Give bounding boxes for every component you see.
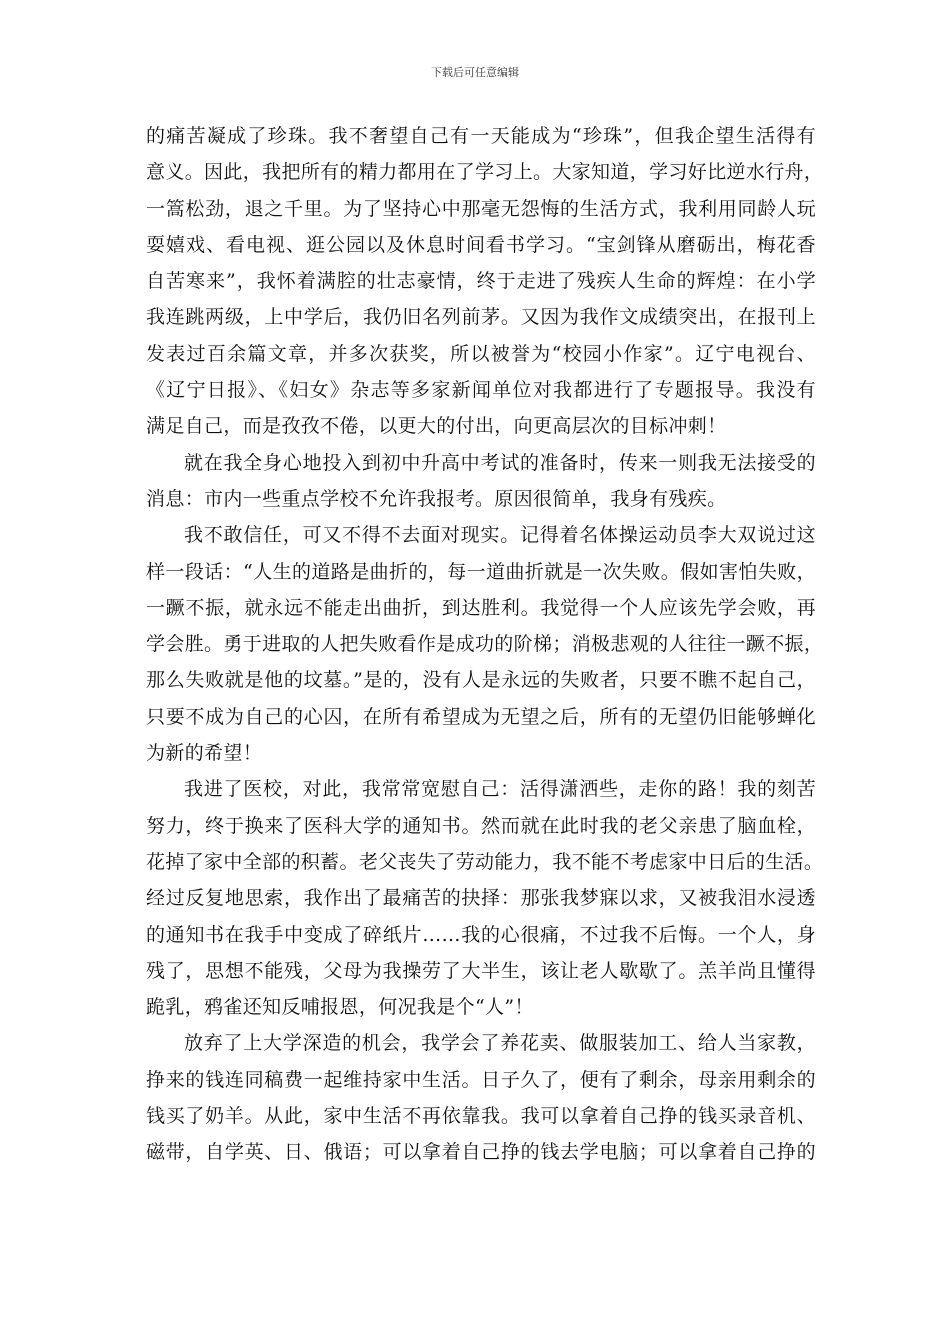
text-line: 为新的希望！ — [146, 742, 263, 765]
text-line: 残了，思想不能残，父母为我操劳了大半生，该让老人歇歇了。羔羊尚且懂得 — [146, 959, 816, 982]
text-line: 只要不成为自己的心囚，在所有希望成为无望之后，所有的无望仍旧能够蝉化 — [146, 705, 816, 728]
text-line: 我连跳两级，上中学后，我仍旧名列前茅。又因为我作文成绩突出，在报刊上 — [146, 306, 816, 329]
text-line: 耍嬉戏、看电视、逛公园以及休息时间看书学习。“宝剑锋从磨砺出，梅花香 — [146, 233, 816, 256]
text-line: 意义。因此，我把所有的精力都用在了学习上。大家知道，学习好比逆水行舟， — [146, 161, 824, 184]
text-line: 自苦寒来”，我怀着满腔的壮志豪情，终于走进了残疾人生命的辉煌：在小学 — [146, 270, 816, 293]
text-line: 一篙松劲，退之千里。为了坚持心中那毫无怨悔的生活方式，我利用同龄人玩 — [146, 197, 816, 220]
text-line: 一蹶不振，就永远不能走出曲折，到达胜利。我觉得一个人应该先学会败，再 — [146, 596, 816, 619]
paragraph — [146, 1025, 816, 1170]
text-line: 跪乳，鸦雀还知反哺报恩，何况我是个“人”！ — [146, 996, 534, 1019]
text-line: 努力，终于换来了医科大学的通知书。然而就在此时我的老父亲患了脑血栓， — [146, 814, 816, 837]
text-line: 那么失败就是他的坟墓。”是的，没有人是永远的失败者，只要不瞧不起自己， — [146, 669, 816, 692]
text-line: 挣来的钱连同稿费一起维持家中生活。日子久了，便有了剩余，母亲用剩余的 — [146, 1068, 816, 1091]
text-line: 样一段话：“人生的道路是曲折的，每一道曲折就是一次失败。假如害怕失败， — [146, 560, 816, 583]
paragraph — [146, 118, 824, 445]
document-body — [146, 118, 824, 1171]
text-line: 就在我全身心地投入到初中升高中考试的准备时，传来一则我无法接受的 — [184, 451, 816, 474]
text-line: 我进了医校，对此，我常常宽慰自己：活得潇洒些，走你的路！我的刻苦 — [184, 778, 816, 801]
text-line: 学会胜。勇于进取的人把失败看作是成功的阶梯；消极悲观的人往往一蹶不振， — [146, 633, 824, 656]
text-line: 磁带，自学英、日、俄语；可以拿着自己挣的钱去学电脑；可以拿着自己挣的 — [146, 1141, 816, 1164]
text-line: 《辽宁日报》、《妇女》杂志等多家新闻单位对我都进行了专题报导。我没有 — [146, 379, 816, 402]
text-line: 花掉了家中全部的积蓄。老父丧失了劳动能力，我不能不考虑家中日后的生活。 — [146, 850, 824, 873]
text-line: 我不敢信任，可又不得不去面对现实。记得着名体操运动员李大双说过这 — [184, 524, 816, 547]
text-line: 钱买了奶羊。从此，家中生活不再依靠我。我可以拿着自己挣的钱买录音机、 — [146, 1105, 816, 1128]
text-line: 经过反复地思索，我作出了最痛苦的抉择：那张我梦寐以求，又被我泪水浸透 — [146, 887, 816, 910]
text-line: 放弃了上大学深造的机会，我学会了养花卖、做服装加工、给人当家教， — [184, 1032, 816, 1055]
text-line: 发表过百余篇文章，并多次获奖，所以被誉为“校园小作家”。辽宁电视台、 — [146, 342, 816, 365]
page-header: 下载后可任意编辑 — [431, 66, 519, 79]
paragraph — [146, 445, 816, 518]
text-line: 消息：市内一些重点学校不允许我报考。原因很简单，我身有残疾。 — [146, 487, 727, 510]
text-line: 满足自己，而是孜孜不倦，以更大的付出，向更高层次的目标冲刺！ — [146, 415, 727, 438]
text-line: 的痛苦凝成了珍珠。我不奢望自己有一天能成为“珍珠”，但我企望生活得有 — [146, 125, 816, 147]
paragraph — [146, 517, 824, 771]
text-line: 的通知书在我手中变成了碎纸片……我的心很痛，不过我不后悔。一个人，身 — [146, 923, 816, 946]
paragraph — [146, 771, 824, 1025]
